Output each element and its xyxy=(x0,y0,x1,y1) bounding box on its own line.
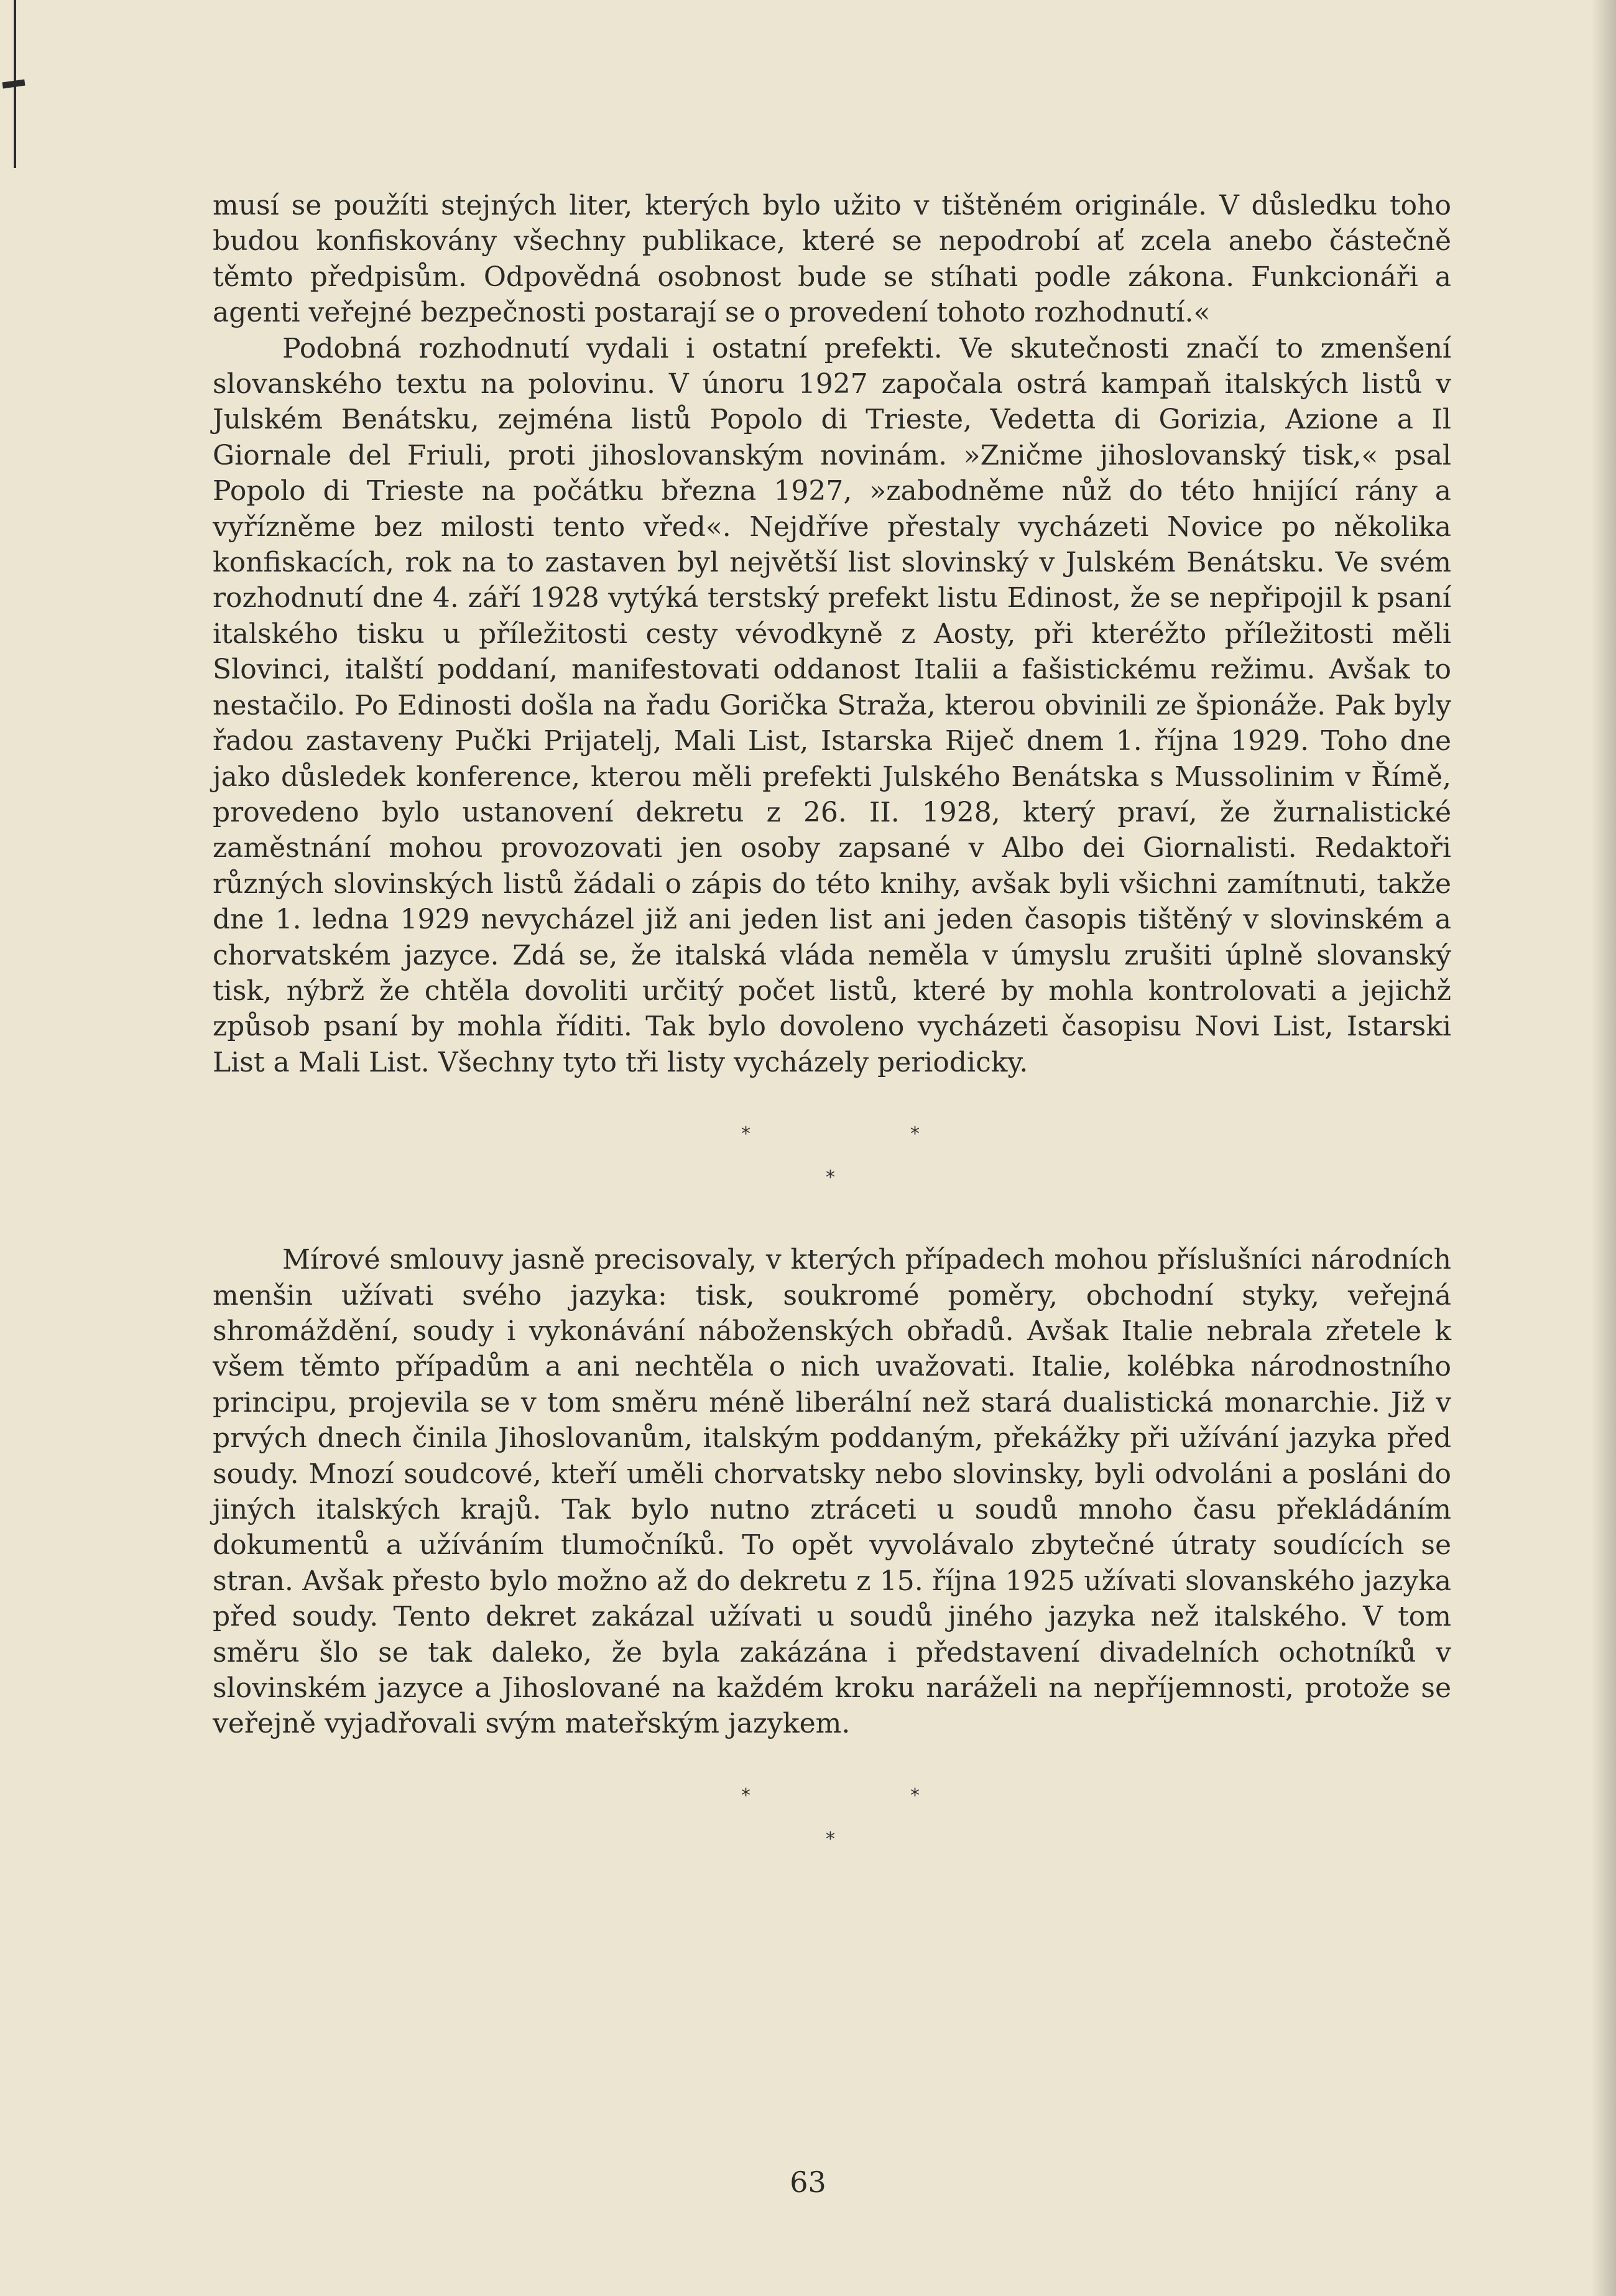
separator-star-left: * xyxy=(741,1784,750,1807)
separator-star-right: * xyxy=(910,1784,920,1807)
page-number: 63 xyxy=(790,2165,826,2199)
separator-star-bottom: * xyxy=(826,1167,835,1189)
section-separator-asterisks xyxy=(213,1104,1451,1216)
separator-star-right: * xyxy=(910,1123,920,1146)
paragraph-press-campaign: Podobná rozhodnutí vydali i ostatní prefekti. Ve skutečnosti značí to zmenšení slovanského textu na polovinu. V únoru 1927 započala ostrá kampaň italských listů v Julském Benátsku, zejména listů Popolo di Trieste, Vedetta di Gorizia, Azione a Il Giornale del Friuli, proti jihoslovanským novinám. »Zničme jihoslovanský tisk,« psal Popolo di Trieste na počátku března 1927, »zabodněme nůž do této hnijící rány a vyřízněme bez milosti tento vřed«. Nejdříve přestaly vycházeti Novice po několika konfiskacích, rok na to zastaven byl největší list slovinský v Julském Benátsku. Ve svém rozhodnutí dne 4. září 1928 vytýká terstský prefekt listu Edinost, že se nepřipojil k psaní italského tisku u příležitosti cesty vévodkyně z Aosty, při kteréžto příležitosti měli Slovinci, italští poddaní, manifestovati oddanost Italii a fašistickému režimu. Avšak to nestačilo. Po Edinosti došla na řadu Gorička Straža, kterou obvinili ze špionáže. Pak byly řadou zastaveny Pučki Prijatelj, Mali List, Istarska Riječ dnem 1. října 1929. Toho dne jako důsledek konference, kterou měli prefekti Julského Benátska s Mussolinim v Římě, provedeno bylo ustanovení dekretu z 26. II. 1928, který praví, že žurnalistické zaměstnání mohou provozovati jen osoby zapsané v Albo dei Giornalisti. Redaktoři různých slovinských listů žádali o zápis do této knihy, avšak byli všichni zamítnuti, takže dne 1. ledna 1929 nevycházel již ani jeden list ani jeden časopis tištěný v slovinském a chorvatském jazyce. Zdá se, že italská vláda neměla v úmyslu zrušiti úplně slovanský tisk, nýbrž že chtěla dovoliti určitý počet listů, které by mohla kontrolovati a jejichž způsob psaní by mohla říditi. Tak bylo dovoleno vycházeti časopisu Novi List, Istarski List a Mali List. Všechny tyto tři listy vycházely periodicky. xyxy=(213,332,1451,1078)
separator-star-left: * xyxy=(741,1123,750,1146)
paragraph-peace-treaties: Mírové smlouvy jasně precisovaly, v kterých případech mohou příslušníci národních menšin užívati svého jazyka: tisk, soukromé poměry, obchodní styky, veřejná shromáždění, soudy i vykonávání náboženských obřadů. Avšak Italie nebrala zřetele k všem těmto případům a ani nechtěla o nich uvažovati. Italie, kolébka národnostního principu, projevila se v tom směru méně liberální než stará dualistická monarchie. Již v prvých dnech činila Jihoslovanům, italským poddaným, překážky při užívání jazyka před soudy. Mnozí soudcové, kteří uměli chorvatsky nebo slovinsky, byli odvoláni a posláni do jiných italských krajů. Tak bylo nutno ztráceti u soudů mnoho času překládáním dokumentů a užíváním tlumočníků. To opět vyvolávalo zbytečné útraty soudících se stran. Avšak přesto bylo možno až do dekretu z 15. října 1925 užívati slovanského jazyka před soudy. Tento dekret zakázal užívati u soudů jiného jazyka než italského. V tom směru šlo se tak daleko, že byla zakázána i představení divadelních ochotníků v slovinském jazyce a Jihoslované na každém kroku naráželi na nepříjemnosti, protože se veřejně vyjadřovali svým mateřským jazykem. xyxy=(213,1244,1451,1740)
body-text xyxy=(213,188,1451,1877)
section-separator-asterisks xyxy=(213,1766,1451,1877)
paragraph-continuation: musí se použíti stejných liter, kterých bylo užito v tištěném originále. V důsledku toho budou konfiskovány všechny publikace, které se nepodrobí ať zcela anebo částečně těmto předpisům. Odpovědná osobnost bude se stíhati podle zákona. Funkcionáři a agenti veřejné bezpečnosti postarají se o provedení tohoto rozhodnutí.« xyxy=(213,190,1451,329)
separator-star-bottom: * xyxy=(826,1828,835,1850)
page-edge-shadow xyxy=(1591,0,1616,2296)
